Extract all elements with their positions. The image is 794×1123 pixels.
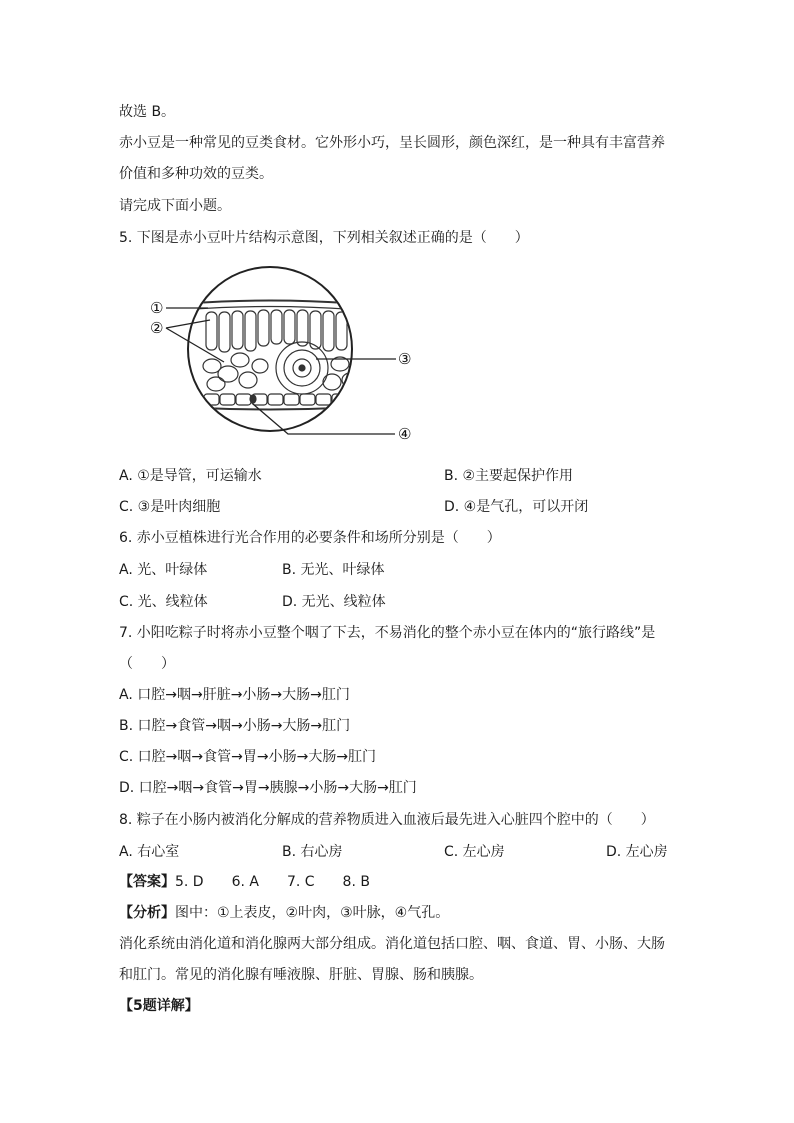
q7-stem: 7. 小阳吃粽子时将赤小豆整个咽了下去，不易消化的整个赤小豆在体内的“旅行路线”是 [119, 625, 656, 641]
q6-option-b: B. 无光、叶绿体 [282, 562, 385, 578]
q6-option-d: D. 无光、线粒体 [282, 594, 386, 610]
analysis-line-2: 消化系统由消化道和消化腺两大部分组成。消化道包括口腔、咽、食道、胃、小肠、大肠 [119, 936, 665, 952]
q8-option-a: A. 右心室 [119, 844, 180, 860]
intro-line-4: 请完成下面小题。 [119, 198, 231, 214]
q5-stem: 5. 下图是赤小豆叶片结构示意图，下列相关叙述正确的是（ ） [119, 230, 529, 246]
analysis-line [119, 903, 449, 923]
q6-option-a: A. 光、叶绿体 [119, 562, 208, 578]
q8-option-d: D. 左心房 [606, 844, 668, 860]
analysis-text: 图中：①上表皮，②叶肉，③叶脉，④气孔。 [175, 905, 450, 921]
q6-option-c: C. 光、线粒体 [119, 594, 208, 610]
label-4: ④ [398, 425, 412, 440]
q7-option-b: B. 口腔→食管→咽→小肠→大肠→肛门 [119, 718, 351, 734]
q6-stem: 6. 赤小豆植株进行光合作用的必要条件和场所分别是（ ） [119, 530, 501, 546]
analysis-tag: 【分析】 [119, 905, 175, 921]
label-2: ② [150, 319, 164, 337]
q7-option-d: D. 口腔→咽→食管→胃→胰腺→小肠→大肠→肛门 [119, 780, 417, 796]
analysis-line-3: 和肛门。常见的消化腺有唾液腺、肝脏、胃腺、肠和胰腺。 [119, 967, 483, 983]
q8-stem: 8. 粽子在小肠内被消化分解成的营养物质进入血液后最先进入心脏四个腔中的（ ） [119, 812, 655, 828]
q5-option-c: C. ③是叶肉细胞 [119, 499, 221, 515]
q8-option-c: C. 左心房 [444, 844, 505, 860]
answer-tag: 【答案】 [119, 874, 175, 890]
answer-text: 5. D 6. A 7. C 8. B [175, 874, 370, 890]
q7-option-a: A. 口腔→咽→肝脏→小肠→大肠→肛门 [119, 687, 350, 703]
label-3: ③ [398, 350, 412, 368]
intro-line-2: 赤小豆是一种常见的豆类食材。它外形小巧，呈长圆形，颜色深红，是一种具有丰富营养 [119, 135, 665, 151]
intro-line-1: 故选 B。 [119, 104, 176, 120]
q7-option-c: C. 口腔→咽→食管→胃→小肠→大肠→肛门 [119, 749, 377, 765]
q5-option-a: A. ①是导管，可运输水 [119, 468, 262, 484]
detail-heading: 【5题详解】 [119, 998, 199, 1014]
q7-stem-bracket: （ ） [119, 656, 175, 672]
intro-line-3: 价值和多种功效的豆类。 [119, 166, 273, 182]
q5-option-b: B. ②主要起保护作用 [444, 468, 574, 484]
leaf-structure-diagram [140, 262, 430, 440]
answer-line [119, 872, 370, 892]
label-1: ① [150, 299, 164, 317]
q8-option-b: B. 右心房 [282, 844, 343, 860]
q5-option-d: D. ④是气孔，可以开闭 [444, 499, 589, 515]
